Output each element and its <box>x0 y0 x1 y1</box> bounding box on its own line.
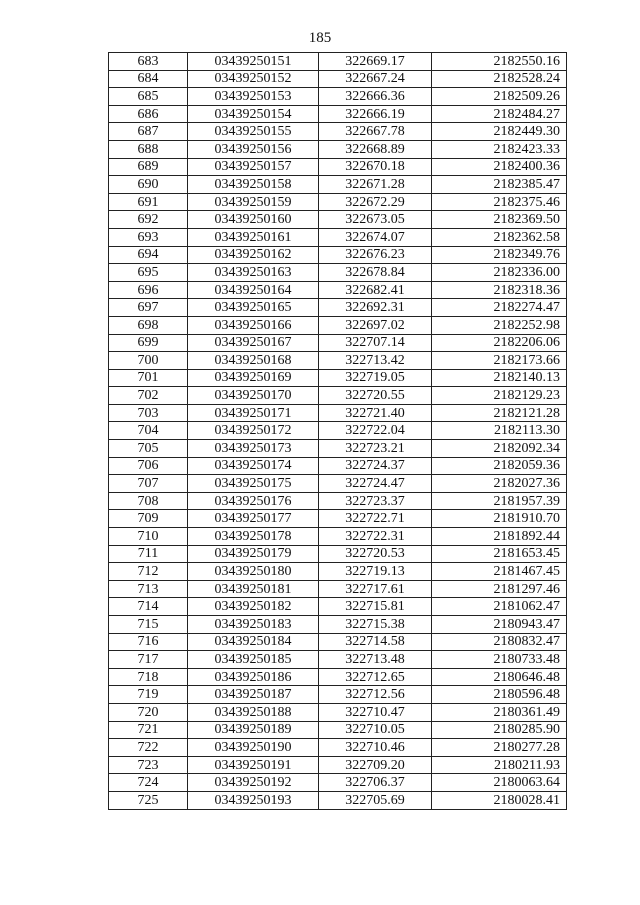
table-row <box>109 140 567 158</box>
point-number-cell: 695 <box>109 264 188 282</box>
table-row <box>109 492 567 510</box>
point-id-cell: 03439250192 <box>188 774 319 792</box>
point-number-cell: 720 <box>109 703 188 721</box>
point-id-cell: 03439250178 <box>188 528 319 546</box>
y-coordinate-cell: 2182027.36 <box>432 475 567 493</box>
point-number-cell: 714 <box>109 598 188 616</box>
point-id-cell: 03439250160 <box>188 211 319 229</box>
table-row <box>109 774 567 792</box>
table-row <box>109 440 567 458</box>
point-id-cell: 03439250159 <box>188 193 319 211</box>
x-coordinate-cell: 322674.07 <box>319 228 432 246</box>
table-row <box>109 756 567 774</box>
table-row <box>109 510 567 528</box>
x-coordinate-cell: 322722.71 <box>319 510 432 528</box>
point-number-cell: 716 <box>109 633 188 651</box>
point-number-cell: 721 <box>109 721 188 739</box>
point-number-cell: 693 <box>109 228 188 246</box>
point-number-cell: 687 <box>109 123 188 141</box>
table-row <box>109 53 567 71</box>
y-coordinate-cell: 2182318.36 <box>432 281 567 299</box>
point-number-cell: 685 <box>109 88 188 106</box>
y-coordinate-cell: 2180943.47 <box>432 616 567 634</box>
point-id-cell: 03439250155 <box>188 123 319 141</box>
y-coordinate-cell: 2182550.16 <box>432 53 567 71</box>
table-row <box>109 316 567 334</box>
x-coordinate-cell: 322712.65 <box>319 668 432 686</box>
point-number-cell: 698 <box>109 316 188 334</box>
point-number-cell: 694 <box>109 246 188 264</box>
point-id-cell: 03439250189 <box>188 721 319 739</box>
x-coordinate-cell: 322722.31 <box>319 528 432 546</box>
y-coordinate-cell: 2182092.34 <box>432 440 567 458</box>
point-number-cell: 699 <box>109 334 188 352</box>
y-coordinate-cell: 2182362.58 <box>432 228 567 246</box>
table-row <box>109 264 567 282</box>
point-id-cell: 03439250161 <box>188 228 319 246</box>
point-id-cell: 03439250185 <box>188 651 319 669</box>
point-number-cell: 724 <box>109 774 188 792</box>
point-number-cell: 686 <box>109 105 188 123</box>
table-row <box>109 721 567 739</box>
x-coordinate-cell: 322678.84 <box>319 264 432 282</box>
x-coordinate-cell: 322722.04 <box>319 422 432 440</box>
table-row <box>109 228 567 246</box>
y-coordinate-cell: 2181062.47 <box>432 598 567 616</box>
x-coordinate-cell: 322676.23 <box>319 246 432 264</box>
point-number-cell: 706 <box>109 457 188 475</box>
y-coordinate-cell: 2182369.50 <box>432 211 567 229</box>
point-number-cell: 703 <box>109 404 188 422</box>
table-row <box>109 369 567 387</box>
y-coordinate-cell: 2180028.41 <box>432 791 567 809</box>
x-coordinate-cell: 322715.38 <box>319 616 432 634</box>
point-number-cell: 719 <box>109 686 188 704</box>
table-row <box>109 299 567 317</box>
x-coordinate-cell: 322723.21 <box>319 440 432 458</box>
point-number-cell: 712 <box>109 563 188 581</box>
y-coordinate-cell: 2182121.28 <box>432 404 567 422</box>
point-id-cell: 03439250168 <box>188 352 319 370</box>
point-number-cell: 692 <box>109 211 188 229</box>
point-number-cell: 690 <box>109 176 188 194</box>
point-number-cell: 708 <box>109 492 188 510</box>
table-row <box>109 387 567 405</box>
y-coordinate-cell: 2180646.48 <box>432 668 567 686</box>
point-id-cell: 03439250190 <box>188 739 319 757</box>
point-number-cell: 702 <box>109 387 188 405</box>
x-coordinate-cell: 322720.53 <box>319 545 432 563</box>
table-row <box>109 246 567 264</box>
x-coordinate-cell: 322667.24 <box>319 70 432 88</box>
table-row <box>109 158 567 176</box>
table-row <box>109 528 567 546</box>
table-row <box>109 598 567 616</box>
y-coordinate-cell: 2182336.00 <box>432 264 567 282</box>
x-coordinate-cell: 322720.55 <box>319 387 432 405</box>
y-coordinate-cell: 2181892.44 <box>432 528 567 546</box>
point-id-cell: 03439250191 <box>188 756 319 774</box>
point-id-cell: 03439250170 <box>188 387 319 405</box>
y-coordinate-cell: 2182385.47 <box>432 176 567 194</box>
y-coordinate-cell: 2182528.24 <box>432 70 567 88</box>
point-id-cell: 03439250157 <box>188 158 319 176</box>
y-coordinate-cell: 2182449.30 <box>432 123 567 141</box>
point-id-cell: 03439250172 <box>188 422 319 440</box>
x-coordinate-cell: 322717.61 <box>319 580 432 598</box>
table-row <box>109 580 567 598</box>
table-row <box>109 404 567 422</box>
x-coordinate-cell: 322668.89 <box>319 140 432 158</box>
x-coordinate-cell: 322673.05 <box>319 211 432 229</box>
point-id-cell: 03439250176 <box>188 492 319 510</box>
table-row <box>109 422 567 440</box>
point-id-cell: 03439250187 <box>188 686 319 704</box>
table-row <box>109 791 567 809</box>
x-coordinate-cell: 322692.31 <box>319 299 432 317</box>
point-id-cell: 03439250153 <box>188 88 319 106</box>
x-coordinate-cell: 322723.37 <box>319 492 432 510</box>
y-coordinate-cell: 2182059.36 <box>432 457 567 475</box>
y-coordinate-cell: 2182349.76 <box>432 246 567 264</box>
point-number-cell: 701 <box>109 369 188 387</box>
point-number-cell: 696 <box>109 281 188 299</box>
y-coordinate-cell: 2181467.45 <box>432 563 567 581</box>
y-coordinate-cell: 2182400.36 <box>432 158 567 176</box>
table-row <box>109 211 567 229</box>
table-row <box>109 475 567 493</box>
point-id-cell: 03439250175 <box>188 475 319 493</box>
x-coordinate-cell: 322666.19 <box>319 105 432 123</box>
y-coordinate-cell: 2182113.30 <box>432 422 567 440</box>
x-coordinate-cell: 322714.58 <box>319 633 432 651</box>
point-id-cell: 03439250169 <box>188 369 319 387</box>
point-number-cell: 700 <box>109 352 188 370</box>
point-number-cell: 709 <box>109 510 188 528</box>
point-id-cell: 03439250162 <box>188 246 319 264</box>
x-coordinate-cell: 322721.40 <box>319 404 432 422</box>
point-id-cell: 03439250152 <box>188 70 319 88</box>
y-coordinate-cell: 2182129.23 <box>432 387 567 405</box>
x-coordinate-cell: 322713.48 <box>319 651 432 669</box>
point-id-cell: 03439250165 <box>188 299 319 317</box>
point-number-cell: 711 <box>109 545 188 563</box>
table-row <box>109 193 567 211</box>
point-number-cell: 684 <box>109 70 188 88</box>
table-row <box>109 668 567 686</box>
table-row <box>109 703 567 721</box>
point-number-cell: 717 <box>109 651 188 669</box>
point-id-cell: 03439250158 <box>188 176 319 194</box>
y-coordinate-cell: 2180063.64 <box>432 774 567 792</box>
point-id-cell: 03439250179 <box>188 545 319 563</box>
point-number-cell: 723 <box>109 756 188 774</box>
x-coordinate-cell: 322719.05 <box>319 369 432 387</box>
table-row <box>109 739 567 757</box>
point-id-cell: 03439250164 <box>188 281 319 299</box>
table-row <box>109 281 567 299</box>
x-coordinate-cell: 322669.17 <box>319 53 432 71</box>
y-coordinate-cell: 2182509.26 <box>432 88 567 106</box>
x-coordinate-cell: 322710.47 <box>319 703 432 721</box>
y-coordinate-cell: 2180277.28 <box>432 739 567 757</box>
x-coordinate-cell: 322706.37 <box>319 774 432 792</box>
point-id-cell: 03439250186 <box>188 668 319 686</box>
x-coordinate-cell: 322682.41 <box>319 281 432 299</box>
x-coordinate-cell: 322709.20 <box>319 756 432 774</box>
table-row <box>109 633 567 651</box>
table-body <box>109 53 567 810</box>
point-number-cell: 688 <box>109 140 188 158</box>
x-coordinate-cell: 322672.29 <box>319 193 432 211</box>
point-number-cell: 704 <box>109 422 188 440</box>
x-coordinate-cell: 322710.46 <box>319 739 432 757</box>
y-coordinate-cell: 2182274.47 <box>432 299 567 317</box>
x-coordinate-cell: 322697.02 <box>319 316 432 334</box>
point-id-cell: 03439250193 <box>188 791 319 809</box>
page-number: 185 <box>308 30 332 46</box>
table-row <box>109 616 567 634</box>
coordinates-table <box>108 52 567 810</box>
point-number-cell: 689 <box>109 158 188 176</box>
point-number-cell: 725 <box>109 791 188 809</box>
point-id-cell: 03439250184 <box>188 633 319 651</box>
y-coordinate-cell: 2181957.39 <box>432 492 567 510</box>
y-coordinate-cell: 2180361.49 <box>432 703 567 721</box>
table-row <box>109 545 567 563</box>
y-coordinate-cell: 2180832.47 <box>432 633 567 651</box>
x-coordinate-cell: 322667.78 <box>319 123 432 141</box>
point-number-cell: 705 <box>109 440 188 458</box>
point-id-cell: 03439250151 <box>188 53 319 71</box>
x-coordinate-cell: 322715.81 <box>319 598 432 616</box>
y-coordinate-cell: 2182375.46 <box>432 193 567 211</box>
table-row <box>109 686 567 704</box>
x-coordinate-cell: 322713.42 <box>319 352 432 370</box>
point-number-cell: 710 <box>109 528 188 546</box>
point-id-cell: 03439250167 <box>188 334 319 352</box>
point-number-cell: 718 <box>109 668 188 686</box>
y-coordinate-cell: 2181910.70 <box>432 510 567 528</box>
y-coordinate-cell: 2180285.90 <box>432 721 567 739</box>
point-id-cell: 03439250166 <box>188 316 319 334</box>
point-number-cell: 691 <box>109 193 188 211</box>
point-id-cell: 03439250188 <box>188 703 319 721</box>
point-id-cell: 03439250173 <box>188 440 319 458</box>
point-number-cell: 722 <box>109 739 188 757</box>
point-id-cell: 03439250183 <box>188 616 319 634</box>
y-coordinate-cell: 2180211.93 <box>432 756 567 774</box>
y-coordinate-cell: 2182140.13 <box>432 369 567 387</box>
table-row <box>109 651 567 669</box>
y-coordinate-cell: 2180733.48 <box>432 651 567 669</box>
point-number-cell: 715 <box>109 616 188 634</box>
table-row <box>109 334 567 352</box>
y-coordinate-cell: 2182173.66 <box>432 352 567 370</box>
y-coordinate-cell: 2181297.46 <box>432 580 567 598</box>
point-id-cell: 03439250174 <box>188 457 319 475</box>
y-coordinate-cell: 2182423.33 <box>432 140 567 158</box>
table-row <box>109 352 567 370</box>
point-number-cell: 713 <box>109 580 188 598</box>
point-id-cell: 03439250182 <box>188 598 319 616</box>
point-number-cell: 697 <box>109 299 188 317</box>
x-coordinate-cell: 322719.13 <box>319 563 432 581</box>
table-row <box>109 176 567 194</box>
x-coordinate-cell: 322670.18 <box>319 158 432 176</box>
x-coordinate-cell: 322705.69 <box>319 791 432 809</box>
point-id-cell: 03439250154 <box>188 105 319 123</box>
x-coordinate-cell: 322666.36 <box>319 88 432 106</box>
y-coordinate-cell: 2180596.48 <box>432 686 567 704</box>
y-coordinate-cell: 2182252.98 <box>432 316 567 334</box>
table-row <box>109 105 567 123</box>
point-id-cell: 03439250163 <box>188 264 319 282</box>
x-coordinate-cell: 322671.28 <box>319 176 432 194</box>
x-coordinate-cell: 322724.37 <box>319 457 432 475</box>
point-id-cell: 03439250156 <box>188 140 319 158</box>
table-row <box>109 88 567 106</box>
table-row <box>109 457 567 475</box>
x-coordinate-cell: 322707.14 <box>319 334 432 352</box>
point-number-cell: 707 <box>109 475 188 493</box>
point-id-cell: 03439250180 <box>188 563 319 581</box>
table-row <box>109 563 567 581</box>
y-coordinate-cell: 2182206.06 <box>432 334 567 352</box>
y-coordinate-cell: 2181653.45 <box>432 545 567 563</box>
point-id-cell: 03439250177 <box>188 510 319 528</box>
table-row <box>109 123 567 141</box>
point-id-cell: 03439250171 <box>188 404 319 422</box>
x-coordinate-cell: 322724.47 <box>319 475 432 493</box>
x-coordinate-cell: 322712.56 <box>319 686 432 704</box>
table-row <box>109 70 567 88</box>
point-number-cell: 683 <box>109 53 188 71</box>
x-coordinate-cell: 322710.05 <box>319 721 432 739</box>
y-coordinate-cell: 2182484.27 <box>432 105 567 123</box>
point-id-cell: 03439250181 <box>188 580 319 598</box>
